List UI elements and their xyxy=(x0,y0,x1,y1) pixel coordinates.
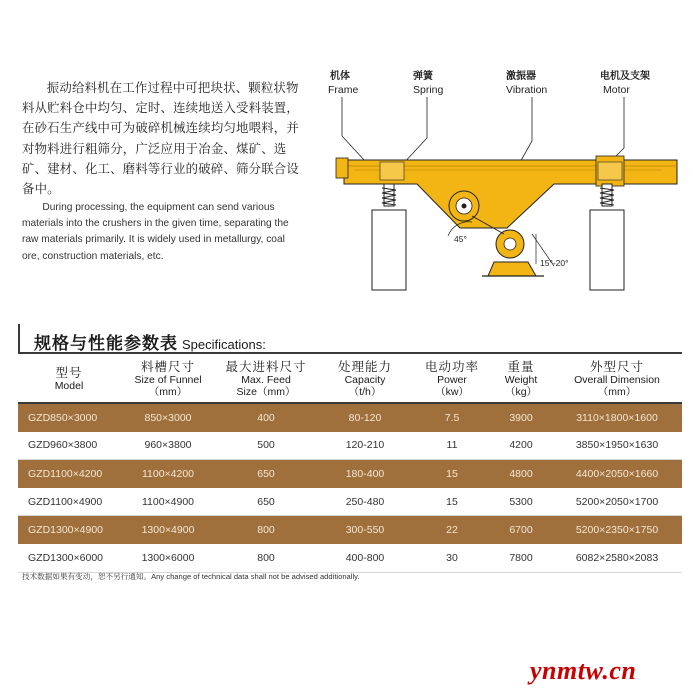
intro-english: During processing, the equipment can send various materials into the crushers in the given time, separating the raw materials primarily. It is widely used in metallurgy, coal ore, construction materials, etc. xyxy=(22,202,289,262)
feeder-diagram xyxy=(322,66,682,296)
spec-title xyxy=(34,329,266,354)
label-vibration-cn: 激振器 xyxy=(506,71,536,82)
cell-dimension: 3110×1800×1600 xyxy=(552,403,682,432)
cell-capacity: 250-480 xyxy=(316,488,414,516)
col-power-header: 电动功率 Power （kw） xyxy=(414,356,490,403)
cell-weight: 7800 xyxy=(490,544,552,572)
cell-funnel: 1300×4900 xyxy=(120,516,216,544)
cell-weight: 3900 xyxy=(490,403,552,432)
cell-power: 15 xyxy=(414,460,490,488)
cell-power: 15 xyxy=(414,488,490,516)
cell-funnel: 1100×4900 xyxy=(120,488,216,516)
angle-15-20-label: 15°-20° xyxy=(540,258,569,268)
cell-feed: 800 xyxy=(216,544,316,572)
col-funnel-header: 料槽尺寸 Size of Funnel （mm） xyxy=(120,356,216,403)
label-frame-cn: 机体 xyxy=(330,71,350,82)
cell-funnel: 1100×4200 xyxy=(120,460,216,488)
cell-capacity: 80-120 xyxy=(316,403,414,432)
spec-table xyxy=(18,356,682,573)
cell-model: GZD1100×4900 xyxy=(18,488,120,516)
cell-power: 7.5 xyxy=(414,403,490,432)
cell-feed: 800 xyxy=(216,516,316,544)
cell-funnel: 1300×6000 xyxy=(120,544,216,572)
cell-model: GZD1100×4200 xyxy=(18,460,120,488)
table-row xyxy=(18,544,682,572)
cell-feed: 400 xyxy=(216,403,316,432)
cell-weight: 6700 xyxy=(490,516,552,544)
cell-capacity: 120-210 xyxy=(316,432,414,460)
label-motor-cn: 电机及支架 xyxy=(600,71,650,82)
cell-feed: 650 xyxy=(216,488,316,516)
label-vibration-en: Vibration xyxy=(506,84,548,96)
cell-weight: 4200 xyxy=(490,432,552,460)
spec-title-en: Specifications: xyxy=(182,337,266,352)
cell-dimension: 5200×2050×1700 xyxy=(552,488,682,516)
cell-power: 22 xyxy=(414,516,490,544)
cell-model: GZD1300×4900 xyxy=(18,516,120,544)
watermark: ynmtw.cn xyxy=(530,656,637,685)
cell-capacity: 300-550 xyxy=(316,516,414,544)
table-row xyxy=(18,488,682,516)
cell-weight: 4800 xyxy=(490,460,552,488)
cell-feed: 650 xyxy=(216,460,316,488)
exciter xyxy=(449,191,479,221)
cell-dimension: 6082×2580×2083 xyxy=(552,544,682,572)
col-model-header: 型号 Model xyxy=(18,356,120,403)
intro-chinese: 振动给料机在工作过程中可把块状、颗粒状物料从贮料仓中均匀、定时、连续地送入受料装置，在砂石生产线中可为破碎机械连续均匀地喂料，并对物料进行粗筛分，广泛应用于冶金、煤矿、选矿、建材、化工、磨料等行业的破碎、筛分联合设备中。 xyxy=(22,81,299,197)
cell-power: 11 xyxy=(414,432,490,460)
table-row xyxy=(18,460,682,488)
table-row xyxy=(18,432,682,460)
cell-model: GZD1300×6000 xyxy=(18,544,120,572)
cell-dimension: 5200×2350×1750 xyxy=(552,516,682,544)
leader-motor xyxy=(612,97,624,160)
label-motor-en: Motor xyxy=(603,84,630,96)
cell-model: GZD960×3800 xyxy=(18,432,120,460)
cell-funnel: 960×3800 xyxy=(120,432,216,460)
col-weight-header: 重量 Weight （kg） xyxy=(490,356,552,403)
table-row xyxy=(18,403,682,432)
cell-funnel: 850×3000 xyxy=(120,403,216,432)
table-row xyxy=(18,516,682,544)
label-frame-en: Frame xyxy=(328,84,359,96)
spec-section-header xyxy=(18,324,682,354)
cell-power: 30 xyxy=(414,544,490,572)
label-spring-en: Spring xyxy=(413,84,444,96)
cell-capacity: 180-400 xyxy=(316,460,414,488)
cell-dimension: 3850×1950×1630 xyxy=(552,432,682,460)
angle-45-label: 45° xyxy=(454,234,467,244)
cell-capacity: 400-800 xyxy=(316,544,414,572)
cell-weight: 5300 xyxy=(490,488,552,516)
footnote: 技术数据如果有变动，恕不另行通知。Any change of technical data shall not be advised additionally. xyxy=(22,572,360,581)
label-spring-cn: 弹簧 xyxy=(413,71,433,82)
spec-header-row xyxy=(18,356,682,403)
col-dimension-header: 外型尺寸 Overall Dimension （mm） xyxy=(552,356,682,403)
col-capacity-header: 处理能力 Capacity （t/h） xyxy=(316,356,414,403)
cell-model: GZD850×3000 xyxy=(18,403,120,432)
spec-title-cn: 规格与性能参数表 xyxy=(34,334,178,353)
col-feed-header: 最大进料尺寸 Max. Feed Size（mm） xyxy=(216,356,316,403)
cell-feed: 500 xyxy=(216,432,316,460)
cell-dimension: 4400×2050×1660 xyxy=(552,460,682,488)
